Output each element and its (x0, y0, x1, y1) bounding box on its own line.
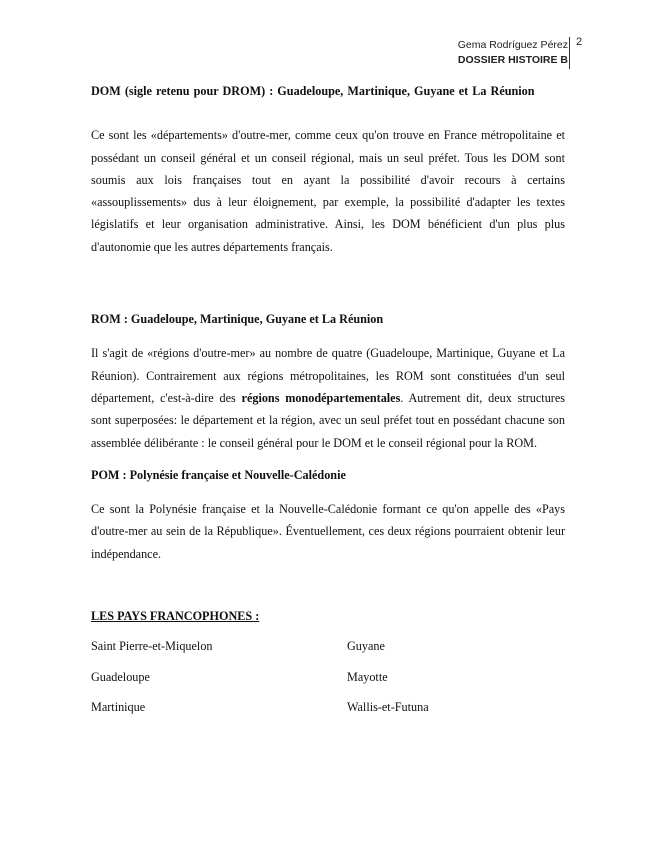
territories-list (91, 635, 565, 718)
territory-item: Guyane (347, 639, 385, 654)
territory-item: Martinique (91, 699, 146, 714)
territory-item: Wallis-et-Futuna (347, 699, 429, 714)
page-header (458, 38, 576, 68)
pom-heading: POM : Polynésie française et Nouvelle-Calédonie (91, 467, 346, 482)
header-dossier-title: DOSSIER HISTOIRE B (457, 54, 568, 66)
rom-paragraph-bold: régions monodépartementales (241, 390, 401, 405)
document-body (91, 80, 565, 718)
dom-heading: DOM (sigle retenu pour DROM) : Guadeloupe, Martinique, Guyane et La Réunion (91, 84, 535, 98)
rom-paragraph (91, 342, 565, 453)
territory-item: Mayotte (347, 669, 388, 684)
rom-paragraph-text-1: Il s'agit de «régions d'outre-mer» au nombre de quatre (Guadeloupe, Martinique, Guyane et La Réunion). Contrairement aux régions métropolitaines, les ROM sont constituées d'un seul département, c'est-à-dire des (91, 346, 565, 405)
header-author: Gema Rodríguez Pérez (457, 39, 568, 51)
rom-paragraph-text-2: . Autrement dit, deux structures sont superposées: le département et la région, avec un seul préfet tout en possédant chacune son assemblée délibérante : le conseil général pour le DOM et le conseil régional pour la ROM. (91, 390, 565, 450)
rom-heading: ROM : Guadeloupe, Martinique, Guyane et La Réunion (91, 312, 384, 327)
dom-paragraph: Ce sont les «départements» d'outre-mer, comme ceux qu'on trouve en France métropolitaine et possédant un conseil général et un conseil régional, mais un seul préfet. Tous les DOM sont soumis aux lois françaises tout en ayant la possibilité d'avoir recours à certains «assouplissements» dus à leur éloignement, par exemple, la possibilité d'adapter les textes législatifs et leur organisation administrative. Ainsi, les DOM bénéficient d'un plus plus d'autonomie que les autres départements français. (91, 128, 565, 254)
pom-paragraph: Ce sont la Polynésie française et la Nouvelle-Calédonie formant ce qu'on appelle des «Pays d'outre-mer au sein de la République». Éventuellement, ces deux régions pourraient obtenir leur indépendance. (91, 502, 565, 561)
territory-item: Saint Pierre-et-Miquelon (91, 639, 213, 654)
header-divider (569, 37, 570, 69)
page-number: 2 (576, 36, 583, 48)
territory-item: Guadeloupe (91, 669, 150, 684)
pays-francophones-heading: LES PAYS FRANCOPHONES : (91, 609, 260, 624)
